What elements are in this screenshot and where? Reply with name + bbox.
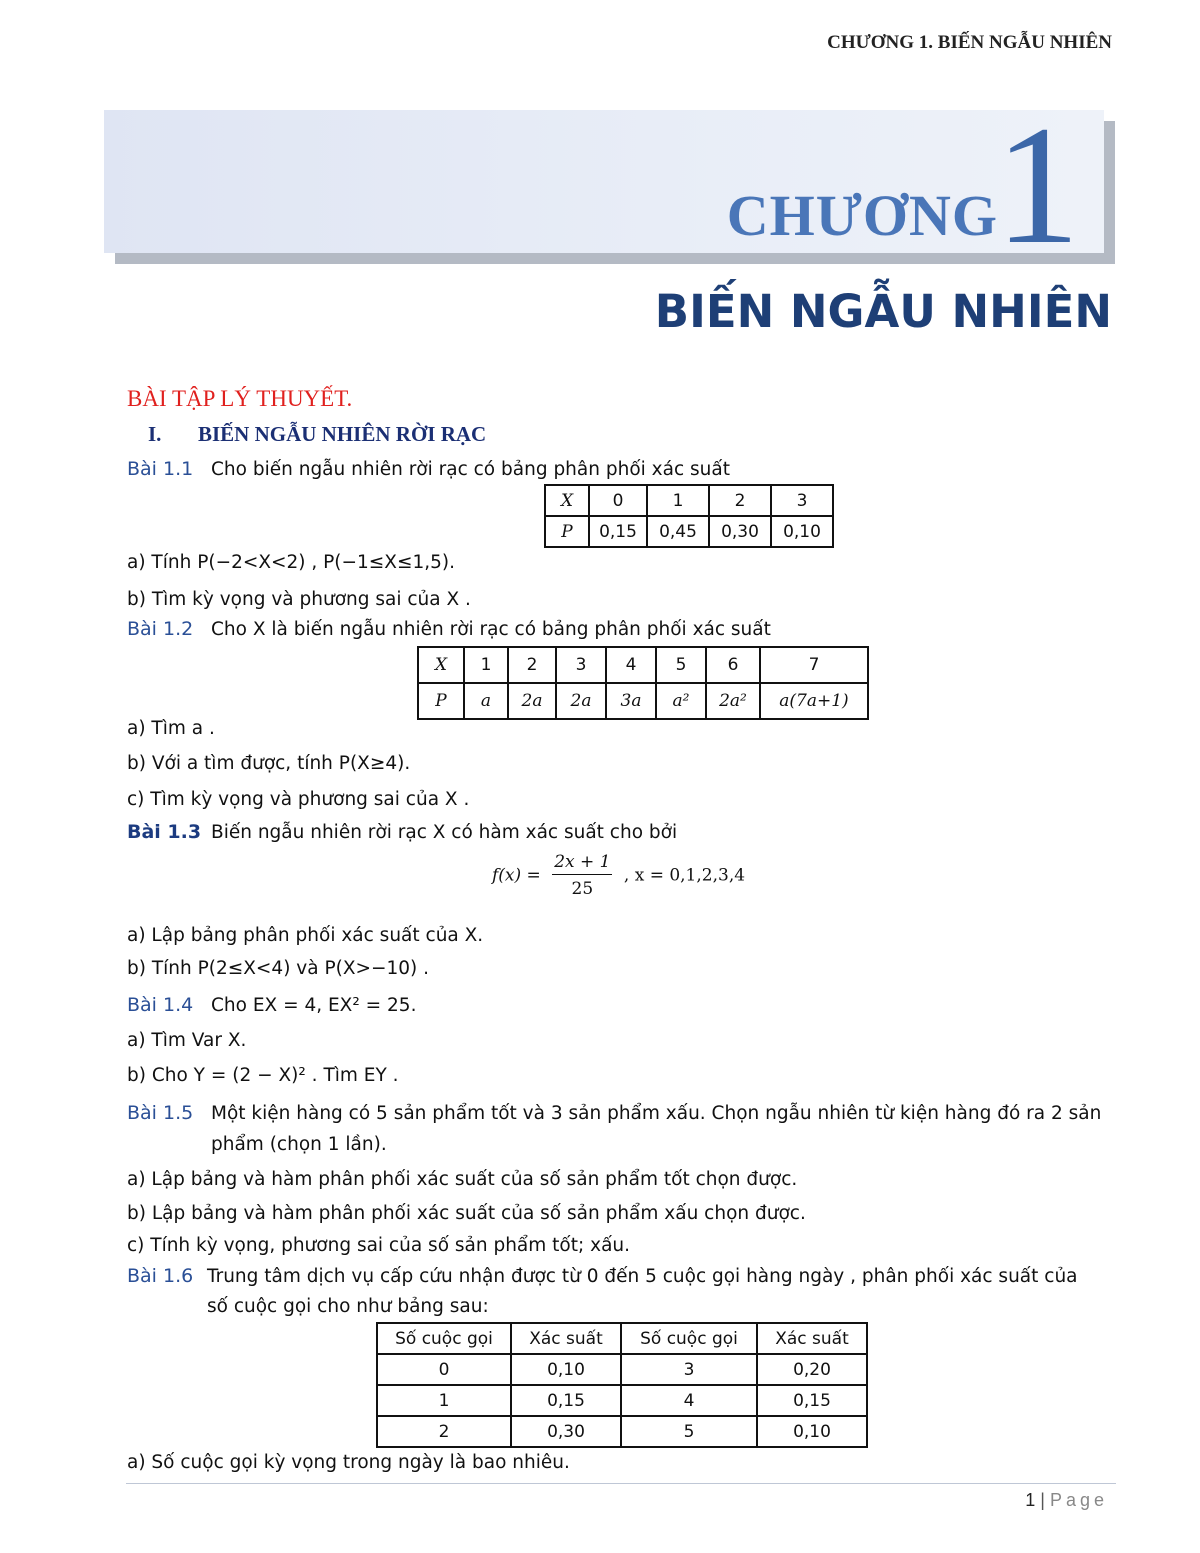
table-cell: 0,10 <box>771 516 833 547</box>
table-cell: 3 <box>621 1354 757 1385</box>
exercise-text: Biến ngẫu nhiên rời rạc X có hàm xác suất cho bởi <box>211 822 678 843</box>
table-cell: X <box>418 647 464 683</box>
table-cell: 0,15 <box>511 1385 621 1416</box>
exercise-1-1-heading <box>127 458 730 480</box>
table-row <box>377 1416 867 1447</box>
table-cell: 0,10 <box>757 1416 867 1447</box>
table-cell: 0,30 <box>709 516 771 547</box>
table-cell: P <box>418 683 464 719</box>
exercise-1-5-text-continued: phẩm (chọn 1 lần). <box>211 1134 387 1155</box>
subsection-text: BIẾN NGẪU NHIÊN RỜI RẠC <box>198 422 487 446</box>
exercise-text: Một kiện hàng có 5 sản phẩm tốt và 3 sản phẩm xấu. Chọn ngẫu nhiên từ kiện hàng đó ra 2 sản <box>211 1103 1102 1124</box>
exercise-1-5-part-c: c) Tính kỳ vọng, phương sai của số sản phẩm tốt; xấu. <box>127 1235 631 1256</box>
table-cell: 2a <box>508 683 556 719</box>
table-cell: P <box>545 516 589 547</box>
exercise-1-5-part-a: a) Lập bảng và hàm phân phối xác suất của số sản phẩm tốt chọn được. <box>127 1169 798 1190</box>
exercise-1-6-text-continued: số cuộc gọi cho như bảng sau: <box>207 1296 489 1317</box>
page-word: Page <box>1049 1490 1108 1510</box>
table-cell: X <box>545 485 589 516</box>
subsection-heading <box>148 422 486 447</box>
table-cell: 3 <box>771 485 833 516</box>
page-number: 1 <box>1025 1490 1036 1510</box>
chapter-title: BIẾN NGẪU NHIÊN <box>654 285 1112 338</box>
table-row <box>377 1385 867 1416</box>
exercise-text: Cho biến ngẫu nhiên rời rạc có bảng phân phối xác suất <box>211 459 730 480</box>
table-row <box>418 647 868 683</box>
page-separator: | <box>1040 1490 1045 1510</box>
exercise-1-1-part-b: b) Tìm kỳ vọng và phương sai của X . <box>127 589 471 610</box>
table-cell: 1 <box>377 1385 511 1416</box>
exercise-1-4-part-a: a) Tìm Var X. <box>127 1030 247 1051</box>
distribution-table-1-1 <box>544 484 834 548</box>
table-cell: 0,10 <box>511 1354 621 1385</box>
table-row <box>418 683 868 719</box>
table-cell: 0 <box>377 1354 511 1385</box>
table-cell: 3 <box>556 647 606 683</box>
table-cell: 6 <box>706 647 760 683</box>
table-cell: 2a² <box>706 683 760 719</box>
table-row <box>377 1323 867 1354</box>
table-cell: 5 <box>621 1416 757 1447</box>
formula-numerator: 2x + 1 <box>552 852 612 875</box>
table-cell: 4 <box>621 1385 757 1416</box>
exercise-text: Cho X là biến ngẫu nhiên rời rạc có bảng phân phối xác suất <box>211 619 771 640</box>
table-cell: 7 <box>760 647 868 683</box>
chapter-number: 1 <box>995 91 1080 279</box>
table-cell: 0,15 <box>757 1385 867 1416</box>
table-cell: 0 <box>589 485 647 516</box>
table-cell: 3a <box>606 683 656 719</box>
formula-lhs: f(x) = <box>492 865 541 886</box>
footer-rule <box>126 1483 1116 1484</box>
formula-denominator: 25 <box>571 879 594 899</box>
table-cell: 1 <box>647 485 709 516</box>
exercise-1-3-part-a: a) Lập bảng phân phối xác suất của X. <box>127 925 484 946</box>
exercise-label: Bài 1.5 <box>127 1102 194 1124</box>
exercise-1-4-heading <box>127 994 416 1016</box>
chapter-word: CHƯƠNG <box>726 183 998 248</box>
exercise-label: Bài 1.2 <box>127 618 194 640</box>
exercise-1-5-heading <box>127 1102 1101 1124</box>
exercise-1-2-part-a: a) Tìm a . <box>127 718 215 739</box>
table-cell: 0,45 <box>647 516 709 547</box>
table-cell: 2a <box>556 683 606 719</box>
table-cell: a <box>464 683 508 719</box>
exercise-label: Bài 1.4 <box>127 994 194 1016</box>
subsection-number: I. <box>148 422 162 446</box>
table-row <box>545 485 833 516</box>
table-cell: 0,30 <box>511 1416 621 1447</box>
table-cell: 0,15 <box>589 516 647 547</box>
exercise-label: Bài 1.3 <box>127 821 202 843</box>
table-cell: 4 <box>606 647 656 683</box>
distribution-table-1-2 <box>417 646 869 720</box>
table-cell: 2 <box>709 485 771 516</box>
exercise-1-2-part-b: b) Với a tìm được, tính P(X≥4). <box>127 753 411 774</box>
formula-domain: , x = 0,1,2,3,4 <box>623 865 746 886</box>
probability-formula <box>492 852 745 899</box>
section-title: BÀI TẬP LÝ THUYẾT. <box>127 386 353 411</box>
table-row <box>377 1354 867 1385</box>
exercise-1-3-heading <box>127 821 677 843</box>
table-row <box>545 516 833 547</box>
table-cell: Số cuộc gọi <box>621 1323 757 1354</box>
exercise-text: Trung tâm dịch vụ cấp cứu nhận được từ 0 đến 5 cuộc gọi hàng ngày , phân phối xác suất của <box>207 1266 1078 1287</box>
exercise-1-6-heading <box>127 1265 1078 1287</box>
table-cell: 0,20 <box>757 1354 867 1385</box>
exercise-1-3-part-b: b) Tính P(2≤X<4) và P(X>−10) . <box>127 958 430 979</box>
table-cell: 2 <box>377 1416 511 1447</box>
table-cell: 1 <box>464 647 508 683</box>
exercise-1-4-part-b: b) Cho Y = (2 − X)² . Tìm EY . <box>127 1065 399 1086</box>
exercise-1-2-part-c: c) Tìm kỳ vọng và phương sai của X . <box>127 789 470 810</box>
table-cell: Xác suất <box>511 1323 621 1354</box>
table-cell: 5 <box>656 647 706 683</box>
exercise-label: Bài 1.1 <box>127 458 194 480</box>
exercise-label: Bài 1.6 <box>127 1265 194 1287</box>
exercise-1-6-part-a: a) Số cuộc gọi kỳ vọng trong ngày là bao nhiêu. <box>127 1452 570 1473</box>
table-cell: Xác suất <box>757 1323 867 1354</box>
exercise-1-5-part-b: b) Lập bảng và hàm phân phối xác suất của số sản phẩm xấu chọn được. <box>127 1203 806 1224</box>
table-cell: a(7a+1) <box>760 683 868 719</box>
table-cell: a² <box>656 683 706 719</box>
table-cell: Số cuộc gọi <box>377 1323 511 1354</box>
table-cell: 2 <box>508 647 556 683</box>
running-header: CHƯƠNG 1. BIẾN NGẪU NHIÊN <box>827 32 1112 53</box>
exercise-text: Cho EX = 4, EX² = 25. <box>211 995 417 1016</box>
exercise-1-1-part-a: a) Tính P(−2<X<2) , P(−1≤X≤1,5). <box>127 552 455 573</box>
formula-fraction <box>552 852 612 899</box>
call-distribution-table <box>376 1322 868 1448</box>
page-footer <box>1025 1490 1108 1511</box>
exercise-1-2-heading <box>127 618 771 640</box>
